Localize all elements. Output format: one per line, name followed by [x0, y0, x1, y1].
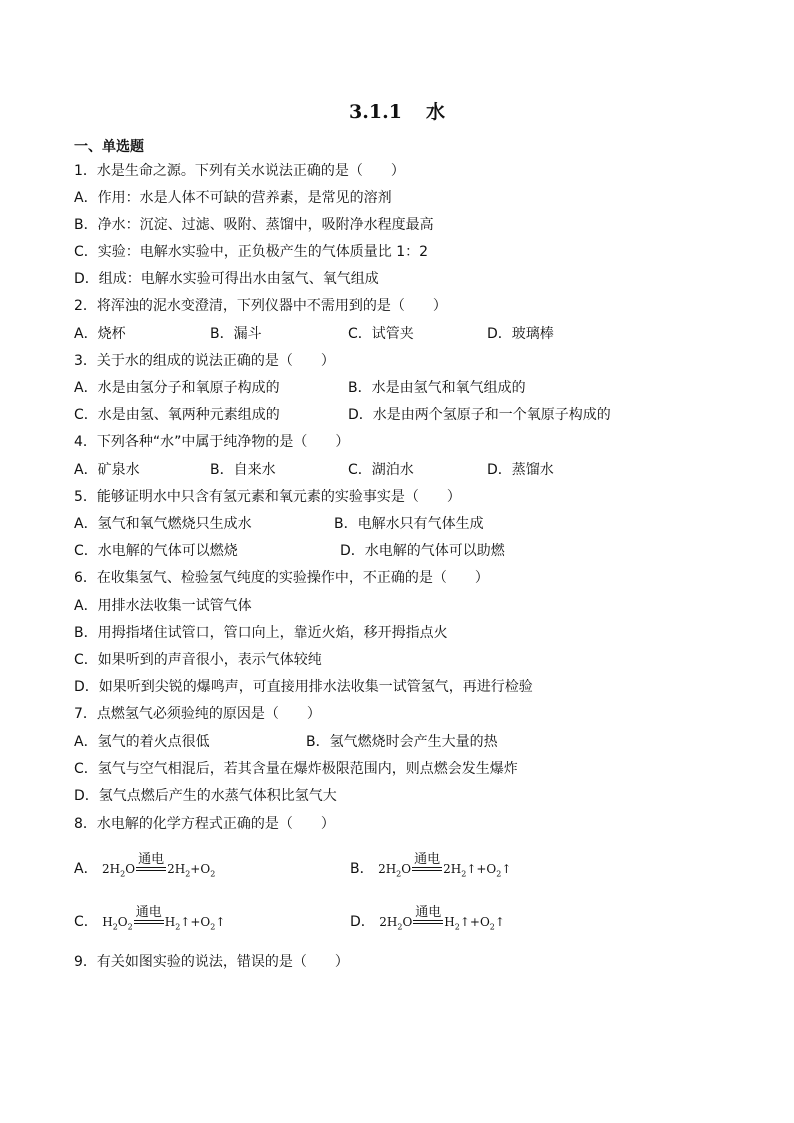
- q2-option-c: C．试管夹: [348, 326, 414, 342]
- q1-option-b: B．净水：沉淀、过滤、吸附、蒸馏中，吸附净水程度最高: [74, 217, 434, 233]
- q8-option-d: D． $2H_2O$ 通电 $H_2↑+O_2↑$: [350, 905, 505, 932]
- q6-option-d: D．如果听到尖锐的爆鸣声，可直接用排水法收集一试管氢气，再进行检验: [74, 679, 533, 695]
- q2-stem: 2．将浑浊的泥水变澄清，下列仪器中不需用到的是（ ）: [74, 298, 447, 314]
- q3-option-d: D．水是由两个氢原子和一个氧原子构成的: [348, 407, 611, 423]
- q1-option-c: C．实验：电解水实验中，正负极产生的气体质量比 1：2: [74, 244, 429, 260]
- q4-stem: 4．下列各种“水”中属于纯净物的是（ ）: [74, 434, 350, 450]
- q8-stem: 8．水电解的化学方程式正确的是（ ）: [74, 816, 335, 832]
- q6-stem: 6．在收集氢气、检验氢气纯度的实验操作中，不正确的是（ ）: [74, 570, 489, 586]
- q6-option-c: C．如果听到的声音很小，表示气体较纯: [74, 652, 322, 668]
- q4-option-d: D．蒸馏水: [487, 462, 554, 478]
- q2-option-d: D．玻璃棒: [487, 326, 554, 342]
- section-heading: 一、单选题: [74, 139, 144, 155]
- q1-stem: 1．水是生命之源。下列有关水说法正确的是（ ）: [74, 163, 405, 179]
- q4-option-c: C．湖泊水: [348, 462, 414, 478]
- q3-option-c: C．水是由氢、氧两种元素组成的: [74, 407, 280, 423]
- title-number: 3.1.1: [349, 101, 402, 123]
- q5-option-c: C．水电解的气体可以燃烧: [74, 543, 238, 559]
- q8-option-a: A． $2H_2O$ 通电 $2H_2+O_2$: [74, 852, 216, 879]
- q8-option-d-label: D．: [350, 914, 375, 930]
- equal-sign-icon: 通电: [134, 915, 164, 929]
- q5-stem: 5．能够证明水中只含有氢元素和氧元素的实验事实是（ ）: [74, 489, 461, 505]
- q7-stem: 7．点燃氢气必须验纯的原因是（ ）: [74, 706, 321, 722]
- q5-option-a: A．氢气和氧气燃烧只生成水: [74, 516, 252, 532]
- q8-option-b-label: B．: [350, 861, 374, 877]
- equal-sign-icon: 通电: [412, 862, 442, 876]
- q7-option-a: A．氢气的着火点很低: [74, 734, 210, 750]
- q1-option-d: D．组成：电解水实验可得出水由氢气、氧气组成: [74, 271, 379, 287]
- q6-option-a: A．用排水法收集一试管气体: [74, 598, 252, 614]
- q8-option-c: C． $H_2O_2$ 通电 $H_2↑+O_2↑$: [74, 905, 226, 932]
- q7-option-c: C．氢气与空气相混后，若其含量在爆炸极限范围内，则点燃会发生爆炸: [74, 761, 518, 777]
- q4-option-b: B．自来水: [210, 462, 276, 478]
- q5-option-d: D．水电解的气体可以助燃: [340, 543, 505, 559]
- q2-option-a: A．烧杯: [74, 326, 126, 342]
- q9-stem: 9．有关如图实验的说法，错误的是（ ）: [74, 954, 349, 970]
- q6-option-b: B．用拇指堵住试管口，管口向上，靠近火焰，移开拇指点火: [74, 625, 448, 641]
- equal-sign-icon: 通电: [413, 915, 443, 929]
- q3-option-b: B．水是由氢气和氧气组成的: [348, 380, 526, 396]
- title-text: 水: [425, 101, 445, 123]
- q8-option-a-label: A．: [74, 861, 98, 877]
- q8-option-b: B． $2H_2O$ 通电 $2H_2↑+O_2↑$: [350, 852, 512, 879]
- q3-option-a: A．水是由氢分子和氧原子构成的: [74, 380, 280, 396]
- q2-option-b: B．漏斗: [210, 326, 262, 342]
- q7-option-b: B．氢气燃烧时会产生大量的热: [306, 734, 498, 750]
- equal-sign-icon: 通电: [136, 862, 166, 876]
- q8-option-c-label: C．: [74, 914, 98, 930]
- q7-option-d: D．氢气点燃后产生的水蒸气体积比氢气大: [74, 788, 337, 804]
- q1-option-a: A．作用：水是人体不可缺的营养素，是常见的溶剂: [74, 190, 392, 206]
- q3-stem: 3．关于水的组成的说法正确的是（ ）: [74, 353, 335, 369]
- q4-option-a: A．矿泉水: [74, 462, 140, 478]
- q5-option-b: B．电解水只有气体生成: [334, 516, 484, 532]
- page-title: [0, 97, 794, 124]
